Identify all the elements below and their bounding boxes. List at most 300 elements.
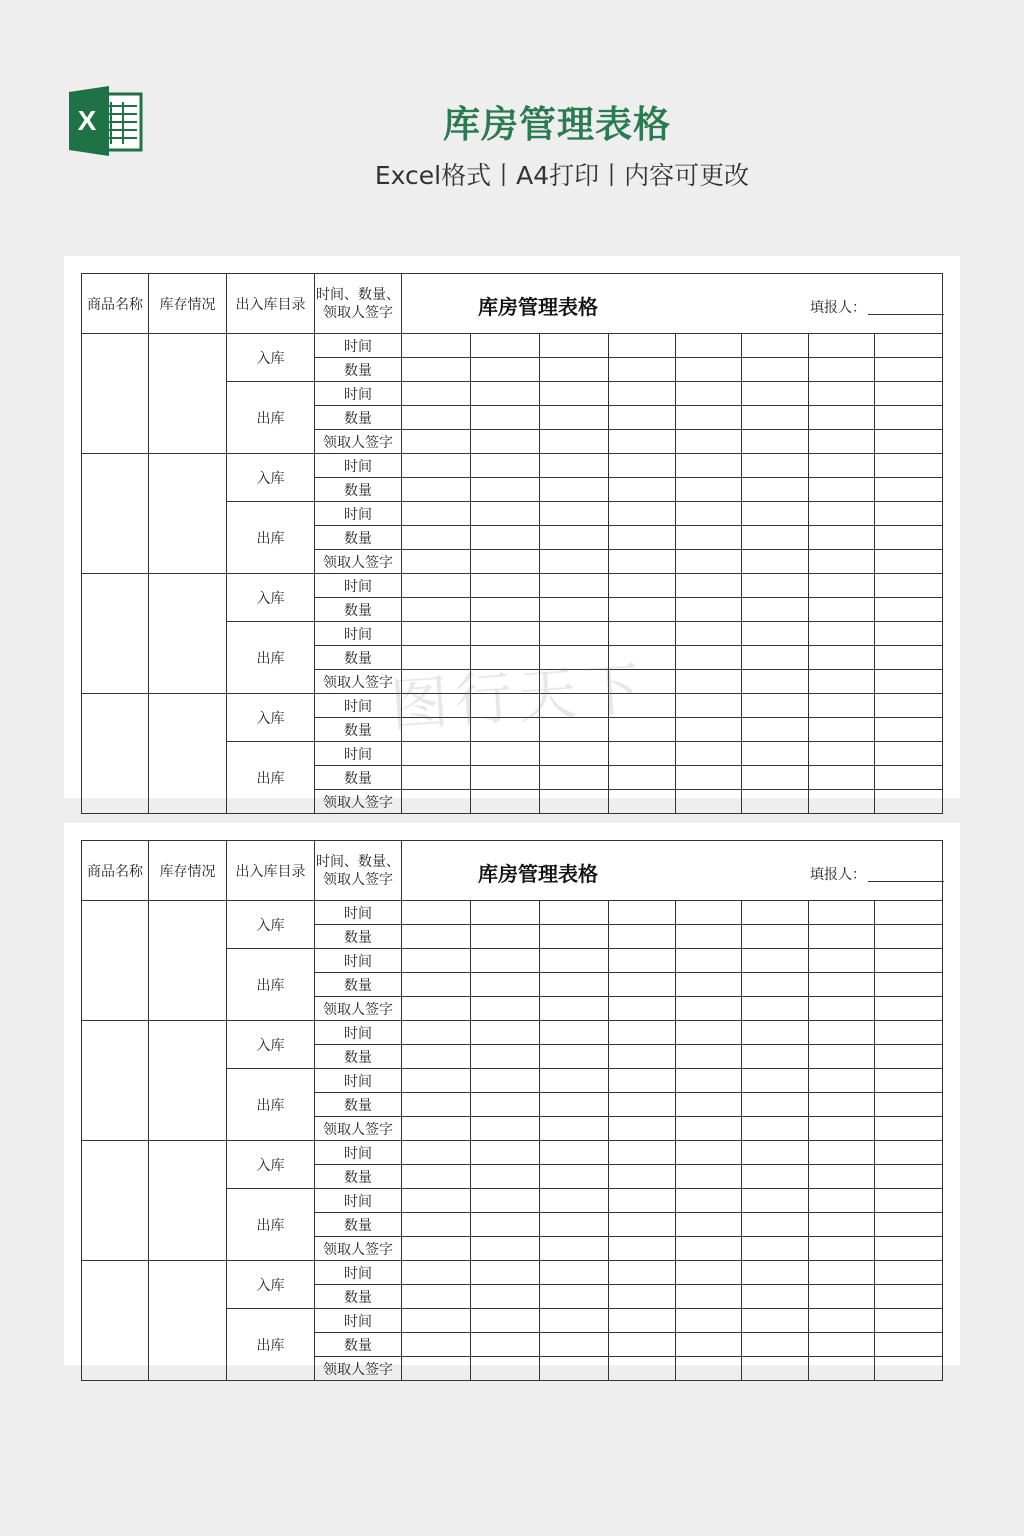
data-cell[interactable] bbox=[471, 382, 540, 406]
data-cell[interactable] bbox=[742, 1213, 809, 1237]
data-cell[interactable] bbox=[402, 1141, 471, 1165]
data-cell[interactable] bbox=[809, 925, 875, 949]
data-cell[interactable] bbox=[471, 502, 540, 526]
data-cell[interactable] bbox=[809, 949, 875, 973]
data-cell[interactable] bbox=[471, 1141, 540, 1165]
data-cell[interactable] bbox=[742, 406, 809, 430]
data-cell[interactable] bbox=[471, 1189, 540, 1213]
data-cell[interactable] bbox=[742, 1141, 809, 1165]
data-cell[interactable] bbox=[471, 742, 540, 766]
data-cell[interactable] bbox=[402, 502, 471, 526]
data-cell[interactable] bbox=[676, 1213, 742, 1237]
data-cell[interactable] bbox=[875, 949, 943, 973]
data-cell[interactable] bbox=[402, 1333, 471, 1357]
data-cell[interactable] bbox=[402, 1069, 471, 1093]
data-cell[interactable] bbox=[609, 1237, 676, 1261]
data-cell[interactable] bbox=[676, 901, 742, 925]
filler-blank[interactable] bbox=[868, 881, 944, 882]
data-cell[interactable] bbox=[742, 502, 809, 526]
data-cell[interactable] bbox=[809, 1117, 875, 1141]
data-cell[interactable] bbox=[809, 997, 875, 1021]
data-cell[interactable] bbox=[676, 949, 742, 973]
data-cell[interactable] bbox=[609, 1189, 676, 1213]
data-cell[interactable] bbox=[402, 1309, 471, 1333]
data-cell[interactable] bbox=[471, 1357, 540, 1381]
product-name-cell[interactable] bbox=[82, 901, 149, 1021]
data-cell[interactable] bbox=[540, 1309, 609, 1333]
data-cell[interactable] bbox=[609, 997, 676, 1021]
data-cell[interactable] bbox=[402, 997, 471, 1021]
data-cell[interactable] bbox=[809, 1357, 875, 1381]
data-cell[interactable] bbox=[742, 574, 809, 598]
data-cell[interactable] bbox=[540, 598, 609, 622]
data-cell[interactable] bbox=[742, 1309, 809, 1333]
data-cell[interactable] bbox=[809, 1309, 875, 1333]
data-cell[interactable] bbox=[875, 1069, 943, 1093]
data-cell[interactable] bbox=[540, 1117, 609, 1141]
data-cell[interactable] bbox=[609, 1165, 676, 1189]
data-cell[interactable] bbox=[875, 622, 943, 646]
data-cell[interactable] bbox=[742, 1357, 809, 1381]
data-cell[interactable] bbox=[402, 790, 471, 814]
data-cell[interactable] bbox=[402, 1357, 471, 1381]
data-cell[interactable] bbox=[875, 646, 943, 670]
data-cell[interactable] bbox=[540, 1045, 609, 1069]
data-cell[interactable] bbox=[402, 382, 471, 406]
data-cell[interactable] bbox=[875, 430, 943, 454]
data-cell[interactable] bbox=[676, 478, 742, 502]
data-cell[interactable] bbox=[742, 430, 809, 454]
data-cell[interactable] bbox=[809, 670, 875, 694]
data-cell[interactable] bbox=[402, 334, 471, 358]
data-cell[interactable] bbox=[402, 1021, 471, 1045]
data-cell[interactable] bbox=[676, 694, 742, 718]
data-cell[interactable] bbox=[609, 1141, 676, 1165]
data-cell[interactable] bbox=[471, 973, 540, 997]
data-cell[interactable] bbox=[676, 1285, 742, 1309]
data-cell[interactable] bbox=[875, 718, 943, 742]
data-cell[interactable] bbox=[540, 1213, 609, 1237]
data-cell[interactable] bbox=[540, 790, 609, 814]
data-cell[interactable] bbox=[809, 1213, 875, 1237]
data-cell[interactable] bbox=[471, 574, 540, 598]
data-cell[interactable] bbox=[402, 949, 471, 973]
data-cell[interactable] bbox=[875, 1285, 943, 1309]
data-cell[interactable] bbox=[609, 1093, 676, 1117]
data-cell[interactable] bbox=[402, 1261, 471, 1285]
data-cell[interactable] bbox=[742, 454, 809, 478]
data-cell[interactable] bbox=[809, 1069, 875, 1093]
data-cell[interactable] bbox=[609, 1285, 676, 1309]
data-cell[interactable] bbox=[676, 1021, 742, 1045]
data-cell[interactable] bbox=[471, 1093, 540, 1117]
data-cell[interactable] bbox=[809, 358, 875, 382]
data-cell[interactable] bbox=[609, 1045, 676, 1069]
data-cell[interactable] bbox=[676, 334, 742, 358]
data-cell[interactable] bbox=[875, 997, 943, 1021]
data-cell[interactable] bbox=[471, 1261, 540, 1285]
filler-blank[interactable] bbox=[868, 314, 944, 315]
data-cell[interactable] bbox=[676, 622, 742, 646]
data-cell[interactable] bbox=[609, 550, 676, 574]
data-cell[interactable] bbox=[742, 997, 809, 1021]
data-cell[interactable] bbox=[402, 622, 471, 646]
data-cell[interactable] bbox=[402, 598, 471, 622]
data-cell[interactable] bbox=[609, 901, 676, 925]
data-cell[interactable] bbox=[471, 901, 540, 925]
data-cell[interactable] bbox=[676, 382, 742, 406]
data-cell[interactable] bbox=[875, 790, 943, 814]
data-cell[interactable] bbox=[809, 718, 875, 742]
data-cell[interactable] bbox=[875, 901, 943, 925]
data-cell[interactable] bbox=[540, 901, 609, 925]
data-cell[interactable] bbox=[471, 526, 540, 550]
data-cell[interactable] bbox=[875, 1189, 943, 1213]
data-cell[interactable] bbox=[676, 1117, 742, 1141]
data-cell[interactable] bbox=[809, 901, 875, 925]
data-cell[interactable] bbox=[471, 1333, 540, 1357]
data-cell[interactable] bbox=[402, 406, 471, 430]
data-cell[interactable] bbox=[742, 526, 809, 550]
data-cell[interactable] bbox=[402, 1213, 471, 1237]
data-cell[interactable] bbox=[471, 358, 540, 382]
data-cell[interactable] bbox=[809, 742, 875, 766]
data-cell[interactable] bbox=[742, 598, 809, 622]
data-cell[interactable] bbox=[609, 1261, 676, 1285]
data-cell[interactable] bbox=[609, 406, 676, 430]
data-cell[interactable] bbox=[875, 1093, 943, 1117]
data-cell[interactable] bbox=[742, 718, 809, 742]
data-cell[interactable] bbox=[676, 646, 742, 670]
data-cell[interactable] bbox=[540, 574, 609, 598]
data-cell[interactable] bbox=[540, 949, 609, 973]
data-cell[interactable] bbox=[471, 1213, 540, 1237]
data-cell[interactable] bbox=[875, 1333, 943, 1357]
data-cell[interactable] bbox=[875, 1309, 943, 1333]
data-cell[interactable] bbox=[809, 454, 875, 478]
data-cell[interactable] bbox=[540, 622, 609, 646]
data-cell[interactable] bbox=[540, 1333, 609, 1357]
data-cell[interactable] bbox=[471, 622, 540, 646]
data-cell[interactable] bbox=[471, 1021, 540, 1045]
data-cell[interactable] bbox=[809, 334, 875, 358]
data-cell[interactable] bbox=[875, 925, 943, 949]
stock-status-cell[interactable] bbox=[149, 454, 227, 574]
data-cell[interactable] bbox=[540, 382, 609, 406]
data-cell[interactable] bbox=[875, 598, 943, 622]
data-cell[interactable] bbox=[609, 526, 676, 550]
data-cell[interactable] bbox=[875, 1357, 943, 1381]
data-cell[interactable] bbox=[540, 1141, 609, 1165]
product-name-cell[interactable] bbox=[82, 1021, 149, 1141]
data-cell[interactable] bbox=[471, 1045, 540, 1069]
data-cell[interactable] bbox=[676, 1141, 742, 1165]
data-cell[interactable] bbox=[676, 997, 742, 1021]
data-cell[interactable] bbox=[875, 334, 943, 358]
data-cell[interactable] bbox=[809, 526, 875, 550]
data-cell[interactable] bbox=[809, 1045, 875, 1069]
data-cell[interactable] bbox=[809, 406, 875, 430]
data-cell[interactable] bbox=[875, 1165, 943, 1189]
data-cell[interactable] bbox=[540, 502, 609, 526]
data-cell[interactable] bbox=[402, 358, 471, 382]
data-cell[interactable] bbox=[540, 1093, 609, 1117]
data-cell[interactable] bbox=[609, 1333, 676, 1357]
data-cell[interactable] bbox=[809, 598, 875, 622]
data-cell[interactable] bbox=[742, 478, 809, 502]
data-cell[interactable] bbox=[809, 1333, 875, 1357]
data-cell[interactable] bbox=[809, 1021, 875, 1045]
data-cell[interactable] bbox=[875, 478, 943, 502]
data-cell[interactable] bbox=[742, 1093, 809, 1117]
data-cell[interactable] bbox=[540, 1021, 609, 1045]
data-cell[interactable] bbox=[742, 973, 809, 997]
data-cell[interactable] bbox=[402, 478, 471, 502]
data-cell[interactable] bbox=[471, 430, 540, 454]
data-cell[interactable] bbox=[742, 694, 809, 718]
data-cell[interactable] bbox=[676, 742, 742, 766]
data-cell[interactable] bbox=[742, 901, 809, 925]
data-cell[interactable] bbox=[875, 502, 943, 526]
data-cell[interactable] bbox=[471, 1237, 540, 1261]
data-cell[interactable] bbox=[875, 406, 943, 430]
data-cell[interactable] bbox=[402, 901, 471, 925]
data-cell[interactable] bbox=[609, 598, 676, 622]
data-cell[interactable] bbox=[609, 1213, 676, 1237]
data-cell[interactable] bbox=[875, 454, 943, 478]
data-cell[interactable] bbox=[676, 430, 742, 454]
data-cell[interactable] bbox=[540, 1165, 609, 1189]
data-cell[interactable] bbox=[540, 766, 609, 790]
data-cell[interactable] bbox=[609, 949, 676, 973]
data-cell[interactable] bbox=[742, 742, 809, 766]
data-cell[interactable] bbox=[809, 382, 875, 406]
data-cell[interactable] bbox=[609, 334, 676, 358]
data-cell[interactable] bbox=[676, 1333, 742, 1357]
data-cell[interactable] bbox=[609, 1357, 676, 1381]
data-cell[interactable] bbox=[676, 550, 742, 574]
data-cell[interactable] bbox=[676, 1309, 742, 1333]
data-cell[interactable] bbox=[471, 997, 540, 1021]
data-cell[interactable] bbox=[540, 1237, 609, 1261]
data-cell[interactable] bbox=[742, 925, 809, 949]
data-cell[interactable] bbox=[742, 1285, 809, 1309]
data-cell[interactable] bbox=[875, 973, 943, 997]
data-cell[interactable] bbox=[402, 526, 471, 550]
data-cell[interactable] bbox=[471, 1069, 540, 1093]
data-cell[interactable] bbox=[742, 1021, 809, 1045]
data-cell[interactable] bbox=[540, 925, 609, 949]
data-cell[interactable] bbox=[540, 358, 609, 382]
data-cell[interactable] bbox=[471, 478, 540, 502]
data-cell[interactable] bbox=[875, 1117, 943, 1141]
data-cell[interactable] bbox=[676, 1237, 742, 1261]
data-cell[interactable] bbox=[875, 694, 943, 718]
data-cell[interactable] bbox=[875, 358, 943, 382]
data-cell[interactable] bbox=[742, 949, 809, 973]
data-cell[interactable] bbox=[471, 766, 540, 790]
data-cell[interactable] bbox=[742, 550, 809, 574]
data-cell[interactable] bbox=[540, 406, 609, 430]
data-cell[interactable] bbox=[676, 1093, 742, 1117]
product-name-cell[interactable] bbox=[82, 694, 149, 814]
data-cell[interactable] bbox=[402, 1093, 471, 1117]
data-cell[interactable] bbox=[402, 1045, 471, 1069]
data-cell[interactable] bbox=[609, 1309, 676, 1333]
data-cell[interactable] bbox=[540, 478, 609, 502]
data-cell[interactable] bbox=[742, 382, 809, 406]
data-cell[interactable] bbox=[742, 1045, 809, 1069]
data-cell[interactable] bbox=[676, 358, 742, 382]
data-cell[interactable] bbox=[809, 622, 875, 646]
data-cell[interactable] bbox=[809, 766, 875, 790]
product-name-cell[interactable] bbox=[82, 334, 149, 454]
data-cell[interactable] bbox=[809, 1237, 875, 1261]
data-cell[interactable] bbox=[540, 454, 609, 478]
product-name-cell[interactable] bbox=[82, 454, 149, 574]
data-cell[interactable] bbox=[609, 973, 676, 997]
data-cell[interactable] bbox=[609, 454, 676, 478]
data-cell[interactable] bbox=[609, 1117, 676, 1141]
data-cell[interactable] bbox=[742, 622, 809, 646]
data-cell[interactable] bbox=[676, 526, 742, 550]
data-cell[interactable] bbox=[676, 718, 742, 742]
data-cell[interactable] bbox=[540, 526, 609, 550]
data-cell[interactable] bbox=[609, 382, 676, 406]
data-cell[interactable] bbox=[875, 574, 943, 598]
data-cell[interactable] bbox=[742, 358, 809, 382]
data-cell[interactable] bbox=[609, 766, 676, 790]
data-cell[interactable] bbox=[540, 550, 609, 574]
data-cell[interactable] bbox=[809, 1165, 875, 1189]
data-cell[interactable] bbox=[540, 997, 609, 1021]
data-cell[interactable] bbox=[742, 1333, 809, 1357]
data-cell[interactable] bbox=[471, 1117, 540, 1141]
data-cell[interactable] bbox=[809, 574, 875, 598]
data-cell[interactable] bbox=[609, 430, 676, 454]
data-cell[interactable] bbox=[609, 1021, 676, 1045]
data-cell[interactable] bbox=[742, 790, 809, 814]
data-cell[interactable] bbox=[742, 1165, 809, 1189]
data-cell[interactable] bbox=[402, 1285, 471, 1309]
data-cell[interactable] bbox=[809, 478, 875, 502]
data-cell[interactable] bbox=[676, 670, 742, 694]
data-cell[interactable] bbox=[809, 430, 875, 454]
data-cell[interactable] bbox=[676, 1045, 742, 1069]
data-cell[interactable] bbox=[875, 382, 943, 406]
data-cell[interactable] bbox=[676, 973, 742, 997]
data-cell[interactable] bbox=[609, 478, 676, 502]
data-cell[interactable] bbox=[809, 694, 875, 718]
data-cell[interactable] bbox=[540, 742, 609, 766]
stock-status-cell[interactable] bbox=[149, 901, 227, 1021]
stock-status-cell[interactable] bbox=[149, 574, 227, 694]
data-cell[interactable] bbox=[676, 1189, 742, 1213]
data-cell[interactable] bbox=[609, 790, 676, 814]
data-cell[interactable] bbox=[676, 1261, 742, 1285]
data-cell[interactable] bbox=[609, 358, 676, 382]
data-cell[interactable] bbox=[609, 1069, 676, 1093]
data-cell[interactable] bbox=[471, 1309, 540, 1333]
data-cell[interactable] bbox=[609, 502, 676, 526]
stock-status-cell[interactable] bbox=[149, 1141, 227, 1261]
product-name-cell[interactable] bbox=[82, 1141, 149, 1261]
data-cell[interactable] bbox=[742, 1069, 809, 1093]
data-cell[interactable] bbox=[676, 1165, 742, 1189]
data-cell[interactable] bbox=[875, 526, 943, 550]
data-cell[interactable] bbox=[809, 1261, 875, 1285]
data-cell[interactable] bbox=[742, 1237, 809, 1261]
data-cell[interactable] bbox=[471, 949, 540, 973]
data-cell[interactable] bbox=[875, 1237, 943, 1261]
data-cell[interactable] bbox=[540, 334, 609, 358]
data-cell[interactable] bbox=[809, 502, 875, 526]
data-cell[interactable] bbox=[402, 1165, 471, 1189]
data-cell[interactable] bbox=[609, 574, 676, 598]
data-cell[interactable] bbox=[742, 1261, 809, 1285]
data-cell[interactable] bbox=[676, 925, 742, 949]
data-cell[interactable] bbox=[875, 766, 943, 790]
data-cell[interactable] bbox=[742, 1189, 809, 1213]
data-cell[interactable] bbox=[809, 1141, 875, 1165]
data-cell[interactable] bbox=[609, 925, 676, 949]
stock-status-cell[interactable] bbox=[149, 334, 227, 454]
data-cell[interactable] bbox=[540, 430, 609, 454]
data-cell[interactable] bbox=[875, 1141, 943, 1165]
data-cell[interactable] bbox=[809, 973, 875, 997]
data-cell[interactable] bbox=[402, 925, 471, 949]
data-cell[interactable] bbox=[402, 454, 471, 478]
data-cell[interactable] bbox=[809, 1189, 875, 1213]
data-cell[interactable] bbox=[676, 790, 742, 814]
data-cell[interactable] bbox=[676, 454, 742, 478]
data-cell[interactable] bbox=[471, 454, 540, 478]
stock-status-cell[interactable] bbox=[149, 1261, 227, 1381]
data-cell[interactable] bbox=[676, 598, 742, 622]
data-cell[interactable] bbox=[875, 550, 943, 574]
data-cell[interactable] bbox=[742, 670, 809, 694]
data-cell[interactable] bbox=[471, 598, 540, 622]
data-cell[interactable] bbox=[540, 1357, 609, 1381]
data-cell[interactable] bbox=[402, 973, 471, 997]
data-cell[interactable] bbox=[742, 766, 809, 790]
data-cell[interactable] bbox=[402, 1237, 471, 1261]
data-cell[interactable] bbox=[676, 502, 742, 526]
data-cell[interactable] bbox=[676, 766, 742, 790]
data-cell[interactable] bbox=[809, 646, 875, 670]
data-cell[interactable] bbox=[742, 334, 809, 358]
data-cell[interactable] bbox=[609, 742, 676, 766]
data-cell[interactable] bbox=[471, 925, 540, 949]
data-cell[interactable] bbox=[809, 1093, 875, 1117]
data-cell[interactable] bbox=[402, 1189, 471, 1213]
data-cell[interactable] bbox=[875, 1213, 943, 1237]
data-cell[interactable] bbox=[540, 1261, 609, 1285]
data-cell[interactable] bbox=[809, 790, 875, 814]
product-name-cell[interactable] bbox=[82, 574, 149, 694]
data-cell[interactable] bbox=[540, 973, 609, 997]
data-cell[interactable] bbox=[676, 574, 742, 598]
data-cell[interactable] bbox=[875, 1261, 943, 1285]
data-cell[interactable] bbox=[471, 406, 540, 430]
data-cell[interactable] bbox=[742, 646, 809, 670]
data-cell[interactable] bbox=[471, 790, 540, 814]
data-cell[interactable] bbox=[540, 1189, 609, 1213]
data-cell[interactable] bbox=[471, 334, 540, 358]
data-cell[interactable] bbox=[875, 1021, 943, 1045]
data-cell[interactable] bbox=[540, 1285, 609, 1309]
data-cell[interactable] bbox=[402, 766, 471, 790]
